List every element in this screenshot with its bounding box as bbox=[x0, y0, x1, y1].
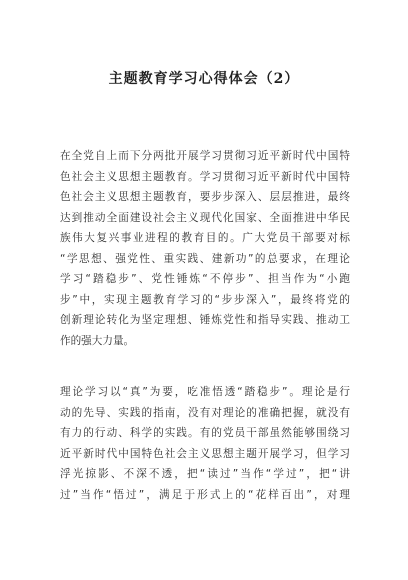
text-line: 理论学习以“真”为要，吃准悟透“踏稳步”。理论是行 bbox=[60, 386, 350, 398]
text-line: 族伟大复兴事业进程的教育目的。广大党员干部要对标 bbox=[60, 232, 350, 244]
paragraph-2 bbox=[60, 382, 350, 505]
text-line: 动的先导、实践的指南，没有对理论的准确把握，就没有 bbox=[60, 406, 350, 419]
text-line: 步”中，实现主题教育学习的“步步深入”，最终将党的 bbox=[60, 293, 350, 306]
text-line: 达到推动全面建设社会主义现代化国家、全面推进中华民 bbox=[60, 211, 350, 224]
document-title: 主题教育学习心得体会（2） bbox=[108, 71, 300, 87]
text-line: 色社会主义思想主题教育，要步步深入、层层推进，最终 bbox=[60, 191, 350, 203]
text-line: 色社会主义思想主题教育。学习贯彻习近平新时代中国特 bbox=[60, 170, 350, 183]
text-line: 近平新时代中国特色社会主义思想主题开展学习，但学习 bbox=[60, 447, 350, 460]
paragraph-1 bbox=[60, 146, 350, 351]
text-line: 作的强大力量。 bbox=[60, 334, 135, 347]
text-line: 过”当作“悟过”，满足于形式上的“花样百出”，对理 bbox=[60, 488, 350, 501]
text-line: 浮光掠影、不深不透，把“读过”当作“学过”，把“讲 bbox=[60, 468, 350, 480]
text-line: 有力的行动、科学的实践。有的党员干部虽然能够围绕习 bbox=[60, 427, 350, 439]
text-line: 在全党自上而下分两批开展学习贯彻习近平新时代中国特 bbox=[60, 150, 350, 162]
text-line: 学习“踏稳步”、党性锤炼“不停步”、担当作为“小跑 bbox=[60, 273, 350, 285]
text-line: 创新理论转化为坚定理想、锤炼党性和指导实践、推动工 bbox=[60, 314, 350, 326]
text-line: “学思想、强党性、重实践、建新功”的总要求，在理论 bbox=[60, 252, 350, 265]
